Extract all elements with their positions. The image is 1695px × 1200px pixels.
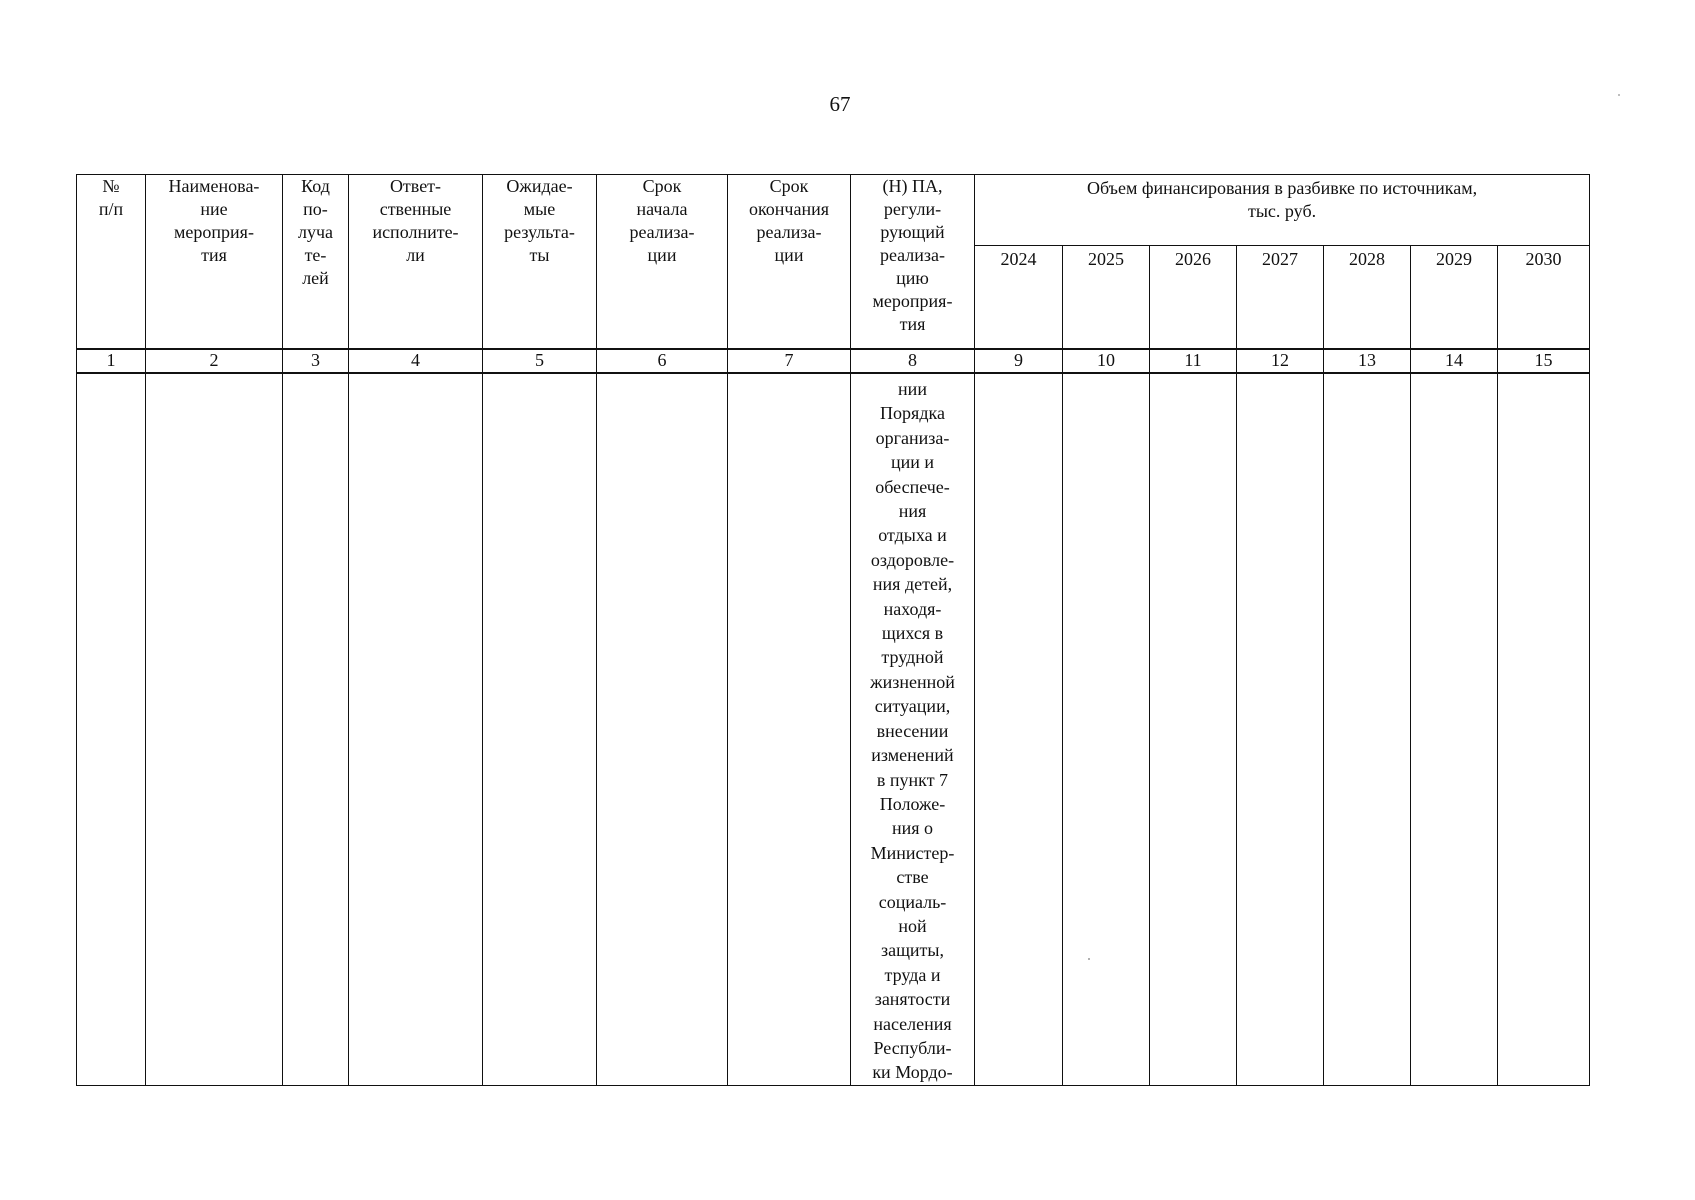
financing-table — [76, 174, 1590, 1086]
column-number: 8 — [851, 349, 975, 373]
table-row — [77, 373, 1590, 1085]
cell-empty — [1498, 373, 1590, 1085]
cell-empty — [283, 373, 349, 1085]
cell-empty — [1411, 373, 1498, 1085]
column-number: 2 — [146, 349, 283, 373]
column-number: 10 — [1063, 349, 1150, 373]
scan-speck — [1618, 94, 1620, 96]
header-end-date: Срок окончания реализа- ции — [728, 175, 851, 350]
header-event-name: Наименова- ние мероприя- тия — [146, 175, 283, 350]
header-year: 2030 — [1498, 246, 1590, 350]
header-expected-results: Ожидае- мые результа- ты — [483, 175, 597, 350]
column-number: 1 — [77, 349, 146, 373]
header-funding: Объем финансирования в разбивке по источникам, тыс. руб. — [975, 175, 1590, 246]
scan-speck — [1088, 958, 1090, 960]
header-recipient-code: Код по- луча те- лей — [283, 175, 349, 350]
column-number: 15 — [1498, 349, 1590, 373]
column-number: 5 — [483, 349, 597, 373]
cell-empty — [349, 373, 483, 1085]
cell-empty — [1324, 373, 1411, 1085]
cell-empty — [597, 373, 728, 1085]
column-number: 7 — [728, 349, 851, 373]
cell-empty — [1063, 373, 1150, 1085]
column-number-row — [77, 349, 1590, 373]
column-number: 12 — [1237, 349, 1324, 373]
column-number: 3 — [283, 349, 349, 373]
cell-empty — [146, 373, 283, 1085]
header-legal-act: (Н) ПА, регули- рующий реализа- цию мероприя- тия — [851, 175, 975, 350]
cell-empty — [975, 373, 1063, 1085]
header-year: 2027 — [1237, 246, 1324, 350]
column-number: 6 — [597, 349, 728, 373]
cell-empty — [1150, 373, 1237, 1085]
header-executors: Ответ- ственные исполните- ли — [349, 175, 483, 350]
header-number: № п/п — [77, 175, 146, 350]
cell-empty — [1237, 373, 1324, 1085]
column-number: 9 — [975, 349, 1063, 373]
header-year: 2026 — [1150, 246, 1237, 350]
header-year: 2028 — [1324, 246, 1411, 350]
header-start-date: Срок начала реализа- ции — [597, 175, 728, 350]
cell-empty — [483, 373, 597, 1085]
cell-empty — [77, 373, 146, 1085]
cell-legal-act-text: нии Порядка организа- ции и обеспече- ния отдыха и оздоровле- ния детей, находя- щихся в трудной жизненной ситуации, внесении изменений в пункт 7 Положе- ния о Министер- стве социаль- ной защиты, труда и занятости населения Республи- ки Мордо- — [851, 373, 975, 1085]
column-number: 4 — [349, 349, 483, 373]
cell-empty — [728, 373, 851, 1085]
column-number: 11 — [1150, 349, 1237, 373]
header-year: 2025 — [1063, 246, 1150, 350]
header-year: 2024 — [975, 246, 1063, 350]
column-number: 14 — [1411, 349, 1498, 373]
header-year: 2029 — [1411, 246, 1498, 350]
column-number: 13 — [1324, 349, 1411, 373]
page-number: 67 — [829, 92, 851, 116]
